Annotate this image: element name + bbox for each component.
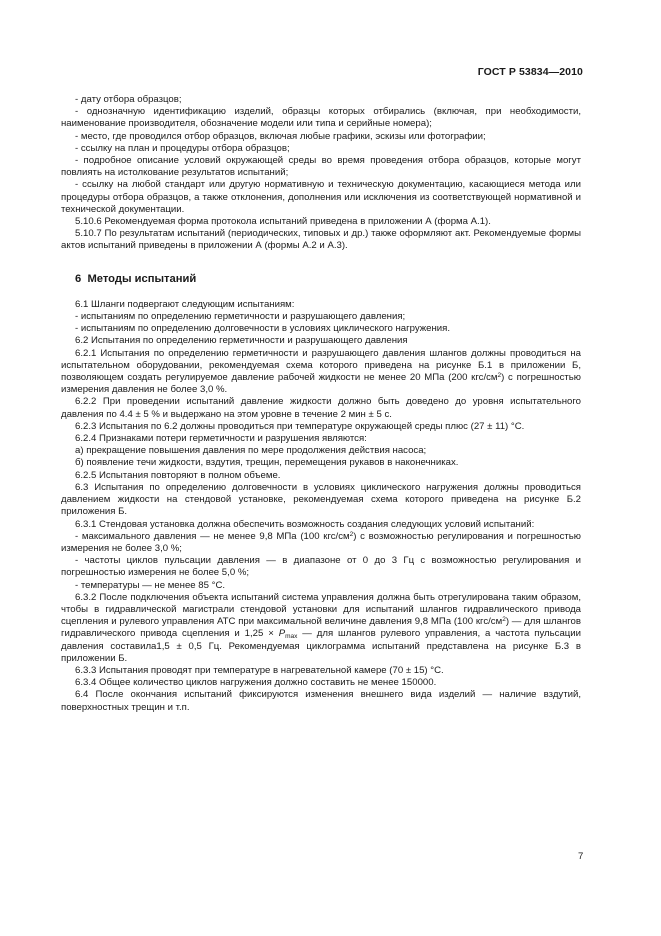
clause-6-3-1-pressure-text-b: ) с возможностью регулирования и погрешностью измерения не более 3,0 %; xyxy=(61,530,581,554)
clause-5-10-7: 5.10.7 По результатам испытаний (периодических, типовых и др.) также оформляют акт. Рекомендуемые формы актов испытаний приведены в приложении А (формы А.2 и А.3). xyxy=(61,228,581,252)
clause-6-3-2-text-a: 6.3.2 После подключения объекта испытаний система управления должна быть отрегулирована таким образом, чтобы в гидравлической магистрали стендовой установки для испытаний шлангов гидравлического привода сцепления и рулевого управления АТС при максимальной величине давления 9,8 МПа (100 кгс/см xyxy=(61,591,581,628)
clause-6-1: 6.1 Шланги подвергают следующим испытаниям: xyxy=(75,298,295,310)
clause-6-3-1: 6.3.1 Стендовая установка должна обеспечить возможность создания следующих условий испытаний: xyxy=(75,518,535,530)
list-item-sampling-place: - место, где проводился отбор образцов, включая любые графики, эскизы или фотографии; xyxy=(75,130,486,142)
section-title: Методы испытаний xyxy=(87,272,197,285)
clause-6-3-2 xyxy=(61,592,581,665)
clause-6-2-1-text-b: ) с погрешностью измерения давления не более 3,0 %. xyxy=(61,372,581,396)
clause-6-1-item-a: - испытаниям по определению герметичности и разрушающего давления; xyxy=(75,311,406,323)
clause-6-3-1-item-frequency: - частоты циклов пульсации давления — в диапазоне от 0 до 3 Гц с возможностью регулирования и погрешностью измерения не более 5,0 %; xyxy=(61,555,581,579)
clause-5-10-6: 5.10.6 Рекомендуемая форма протокола испытаний приведена в приложении А (форма А.1). xyxy=(75,216,491,228)
section-number: 6 xyxy=(75,272,82,285)
list-item-sampling-plan: - ссылку на план и процедуры отбора образцов; xyxy=(75,142,290,154)
superscript-2: 2 xyxy=(502,616,506,624)
list-item-product-identification: - однозначную идентификацию изделий, образцы которых отбирались (включая, при необходимости, наименование производителя, обозначение модели или типа и серийные номера); xyxy=(61,106,581,130)
clause-6-2-1 xyxy=(61,348,581,397)
subscript-max: max xyxy=(285,633,298,641)
clause-6-3-4: 6.3.4 Общее количество циклов нагружения должно составить не менее 150000. xyxy=(75,677,437,689)
clause-6-2-1-text-a: 6.2.1 Испытания по определению герметичности и разрушающего давления шлангов должны проводиться на испытательном оборудовании, рекомендуемая схема которого приведена на рисунке Б.1 в приложении Б, позволяющем создать регулируемое давление рабочей жидкости не менее 20 МПа (200 кгс/см xyxy=(61,347,581,384)
list-item-sampling-date: - дату отбора образцов; xyxy=(75,94,182,105)
clause-6-1-item-b: - испытаниям по определению долговечности в условиях циклического нагружения. xyxy=(75,323,451,335)
standard-header: ГОСТ Р 53834—2010 xyxy=(477,66,583,78)
clause-6-3-1-item-temperature: - температуры — не менее 85 °С. xyxy=(75,579,226,591)
list-item-standard-reference: - ссылку на любой стандарт или другую нормативную и техническую документацию, касающиеся метода или процедуры отбора образцов, а также отклонения, дополнения или исключения из соответствующей нормативной и технической документации. xyxy=(61,179,581,215)
clause-6-3-2-text-b: ) — для шлангов гидравлического привода сцепления и 1,25 × xyxy=(61,616,581,640)
clause-6-2-5: 6.2.5 Испытания повторяют в полном объеме. xyxy=(75,469,281,481)
clause-6-2-2: 6.2.2 При проведении испытаний давление жидкости должно быть доведено до уровня испытательного давления по 4.4 ± 5 % и выдержано на этом уровне в течение 2 мин ± 5 с. xyxy=(61,396,581,420)
clause-6-3-1-item-pressure xyxy=(61,531,581,555)
superscript-2: 2 xyxy=(349,530,354,538)
clause-6-4: 6.4 После окончания испытаний фиксируются изменения внешнего вида изделий — наличие вздутий, поверхностных трещин и т.п. xyxy=(61,689,581,713)
clause-6-2: 6.2 Испытания по определению герметичности и разрушающего давления xyxy=(75,335,408,347)
section-heading xyxy=(61,273,581,285)
page-number: 7 xyxy=(578,851,584,862)
clause-6-2-4: 6.2.4 Признаками потери герметичности и разрушения являются: xyxy=(75,433,367,445)
clause-6-3-2-text-c: — для шлангов рулевого управления, а частота пульсации давления составила1,5 ± 0,5 Гц. Рекомендуемая циклограмма испытаний представлена на рисунке Б.3 в приложении Б. xyxy=(61,628,581,664)
document-body xyxy=(61,94,581,714)
clause-6-3-3: 6.3.3 Испытания проводят при температуре в нагревательной камере (70 ± 15) °С. xyxy=(75,664,444,676)
clause-6-2-4-item-b: б) появление течи жидкости, вздутия, трещин, перемещения рукавов в наконечниках. xyxy=(75,457,459,469)
pressure-symbol: P xyxy=(278,628,286,640)
clause-6-2-4-item-a: а) прекращение повышения давления по мере продолжения действия насоса; xyxy=(75,445,427,457)
list-item-environment-conditions: - подробное описание условий окружающей среды во время проведения отбора образцов, которые могут повлиять на истолкование результатов испытаний; xyxy=(61,155,581,179)
clause-6-2-3: 6.2.3 Испытания по 6.2 должны проводиться при температуре окружающей среды плюс (27 ± 11) °С. xyxy=(75,420,525,432)
clause-6-3-1-pressure-text-a: - максимального давления — не менее 9,8 МПа (100 кгс/см xyxy=(75,530,350,542)
clause-6-3: 6.3 Испытания по определению долговечности в условиях циклического нагружения должны проводиться давлением жидкости на стендовой установке, рекомендуемая схема которого приведена на рисунке Б.2 приложения Б. xyxy=(61,481,581,518)
superscript-2: 2 xyxy=(497,372,502,380)
